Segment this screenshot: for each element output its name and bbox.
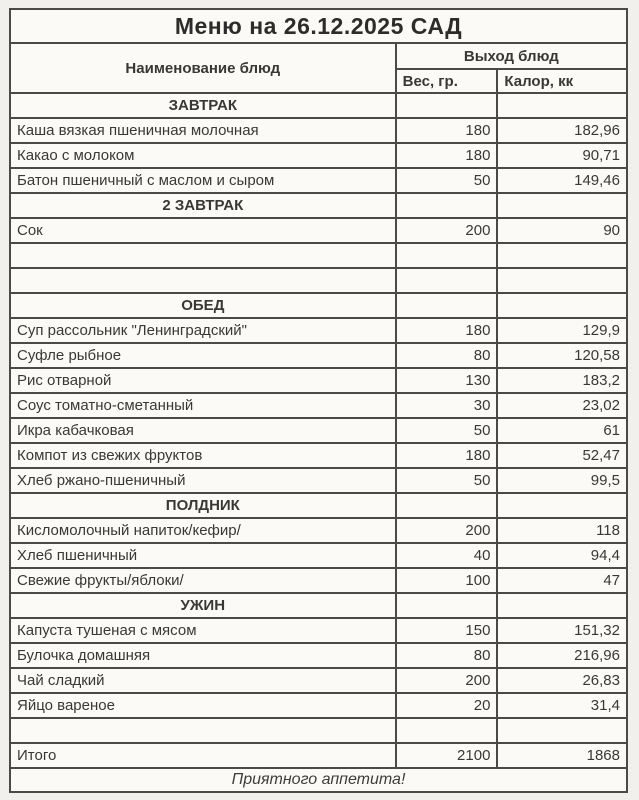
weight-cell-empty bbox=[396, 193, 498, 218]
weight-cell: 50 bbox=[396, 418, 498, 443]
weight-cell-empty bbox=[396, 493, 498, 518]
menu-item-row bbox=[10, 318, 627, 343]
menu-item-row bbox=[10, 368, 627, 393]
dish-name-cell: Хлеб пшеничный bbox=[10, 543, 396, 568]
footer-row bbox=[10, 768, 627, 792]
menu-item-row bbox=[10, 343, 627, 368]
calories-cell: 129,9 bbox=[497, 318, 627, 343]
dish-name-cell: Хлеб ржано-пшеничный bbox=[10, 468, 396, 493]
weight-cell: 50 bbox=[396, 168, 498, 193]
section-row bbox=[10, 593, 627, 618]
calories-cell: 61 bbox=[497, 418, 627, 443]
menu-item-row bbox=[10, 118, 627, 143]
weight-cell: 180 bbox=[396, 318, 498, 343]
weight-cell: 80 bbox=[396, 343, 498, 368]
weight-cell: 180 bbox=[396, 443, 498, 468]
total-label-cell: Итого bbox=[10, 743, 396, 768]
calories-cell-empty bbox=[497, 293, 627, 318]
weight-cell: 30 bbox=[396, 393, 498, 418]
calories-cell: 26,83 bbox=[497, 668, 627, 693]
calories-cell-empty bbox=[497, 593, 627, 618]
weight-cell-empty bbox=[396, 593, 498, 618]
menu-item-row bbox=[10, 443, 627, 468]
section-row bbox=[10, 193, 627, 218]
menu-item-row bbox=[10, 393, 627, 418]
menu-item-row bbox=[10, 568, 627, 593]
weight-cell-empty bbox=[396, 268, 498, 293]
header-row-output bbox=[10, 43, 627, 69]
calories-cell: 216,96 bbox=[497, 643, 627, 668]
dish-name-cell: Соус томатно-сметанный bbox=[10, 393, 396, 418]
page-title: Меню на 26.12.2025 САД bbox=[10, 9, 627, 43]
dish-name-cell: Какао с молоком bbox=[10, 143, 396, 168]
empty-row bbox=[10, 718, 627, 743]
dish-name-cell-empty bbox=[10, 268, 396, 293]
dish-name-cell-empty bbox=[10, 243, 396, 268]
calories-cell-empty bbox=[497, 493, 627, 518]
empty-row bbox=[10, 243, 627, 268]
section-label: ОБЕД bbox=[10, 293, 396, 318]
weight-cell: 200 bbox=[396, 218, 498, 243]
menu-table bbox=[9, 8, 628, 793]
dish-name-cell: Суфле рыбное bbox=[10, 343, 396, 368]
footer-note: Приятного аппетита! bbox=[10, 768, 627, 792]
calories-cell: 47 bbox=[497, 568, 627, 593]
section-label: ПОЛДНИК bbox=[10, 493, 396, 518]
total-weight-cell: 2100 bbox=[396, 743, 498, 768]
weight-cell: 20 bbox=[396, 693, 498, 718]
total-calories-cell: 1868 bbox=[497, 743, 627, 768]
section-row bbox=[10, 493, 627, 518]
dish-name-cell: Икра кабачковая bbox=[10, 418, 396, 443]
calories-cell: 149,46 bbox=[497, 168, 627, 193]
calories-cell-empty bbox=[497, 718, 627, 743]
weight-cell: 180 bbox=[396, 143, 498, 168]
weight-cell: 50 bbox=[396, 468, 498, 493]
total-row bbox=[10, 743, 627, 768]
calories-cell-empty bbox=[497, 93, 627, 118]
calories-cell: 120,58 bbox=[497, 343, 627, 368]
menu-item-row bbox=[10, 168, 627, 193]
dish-name-cell: Компот из свежих фруктов bbox=[10, 443, 396, 468]
menu-item-row bbox=[10, 618, 627, 643]
calories-cell: 94,4 bbox=[497, 543, 627, 568]
weight-cell-empty bbox=[396, 718, 498, 743]
dish-name-cell: Булочка домашняя bbox=[10, 643, 396, 668]
column-header-name: Наименование блюд bbox=[10, 43, 396, 93]
calories-cell: 183,2 bbox=[497, 368, 627, 393]
menu-item-row bbox=[10, 668, 627, 693]
dish-name-cell: Свежие фрукты/яблоки/ bbox=[10, 568, 396, 593]
menu-item-row bbox=[10, 218, 627, 243]
calories-cell: 90,71 bbox=[497, 143, 627, 168]
menu-item-row bbox=[10, 468, 627, 493]
dish-name-cell: Рис отварной bbox=[10, 368, 396, 393]
column-header-calories: Калор, кк bbox=[497, 69, 627, 93]
weight-cell: 40 bbox=[396, 543, 498, 568]
calories-cell-empty bbox=[497, 268, 627, 293]
dish-name-cell: Сок bbox=[10, 218, 396, 243]
calories-cell-empty bbox=[497, 243, 627, 268]
menu-item-row bbox=[10, 643, 627, 668]
column-header-weight: Вес, гр. bbox=[396, 69, 498, 93]
dish-name-cell: Яйцо вареное bbox=[10, 693, 396, 718]
weight-cell: 180 bbox=[396, 118, 498, 143]
weight-cell: 200 bbox=[396, 518, 498, 543]
section-label: ЗАВТРАК bbox=[10, 93, 396, 118]
section-row bbox=[10, 93, 627, 118]
calories-cell: 151,32 bbox=[497, 618, 627, 643]
menu-rows-body bbox=[10, 93, 627, 768]
dish-name-cell: Каша вязкая пшеничная молочная bbox=[10, 118, 396, 143]
menu-item-row bbox=[10, 543, 627, 568]
menu-item-row bbox=[10, 418, 627, 443]
dish-name-cell-empty bbox=[10, 718, 396, 743]
section-label: 2 ЗАВТРАК bbox=[10, 193, 396, 218]
calories-cell-empty bbox=[497, 193, 627, 218]
column-header-output-group: Выход блюд bbox=[396, 43, 627, 69]
weight-cell: 200 bbox=[396, 668, 498, 693]
section-label: УЖИН bbox=[10, 593, 396, 618]
dish-name-cell: Батон пшеничный с маслом и сыром bbox=[10, 168, 396, 193]
calories-cell: 99,5 bbox=[497, 468, 627, 493]
dish-name-cell: Чай сладкий bbox=[10, 668, 396, 693]
dish-name-cell: Капуста тушеная с мясом bbox=[10, 618, 396, 643]
weight-cell: 150 bbox=[396, 618, 498, 643]
menu-item-row bbox=[10, 693, 627, 718]
menu-item-row bbox=[10, 143, 627, 168]
weight-cell-empty bbox=[396, 93, 498, 118]
calories-cell: 90 bbox=[497, 218, 627, 243]
calories-cell: 23,02 bbox=[497, 393, 627, 418]
section-row bbox=[10, 293, 627, 318]
dish-name-cell: Суп рассольник "Ленинградский" bbox=[10, 318, 396, 343]
weight-cell: 100 bbox=[396, 568, 498, 593]
calories-cell: 118 bbox=[497, 518, 627, 543]
weight-cell-empty bbox=[396, 293, 498, 318]
calories-cell: 52,47 bbox=[497, 443, 627, 468]
calories-cell: 182,96 bbox=[497, 118, 627, 143]
calories-cell: 31,4 bbox=[497, 693, 627, 718]
weight-cell-empty bbox=[396, 243, 498, 268]
weight-cell: 80 bbox=[396, 643, 498, 668]
dish-name-cell: Кисломолочный напиток/кефир/ bbox=[10, 518, 396, 543]
title-row bbox=[10, 9, 627, 43]
weight-cell: 130 bbox=[396, 368, 498, 393]
empty-row bbox=[10, 268, 627, 293]
menu-item-row bbox=[10, 518, 627, 543]
